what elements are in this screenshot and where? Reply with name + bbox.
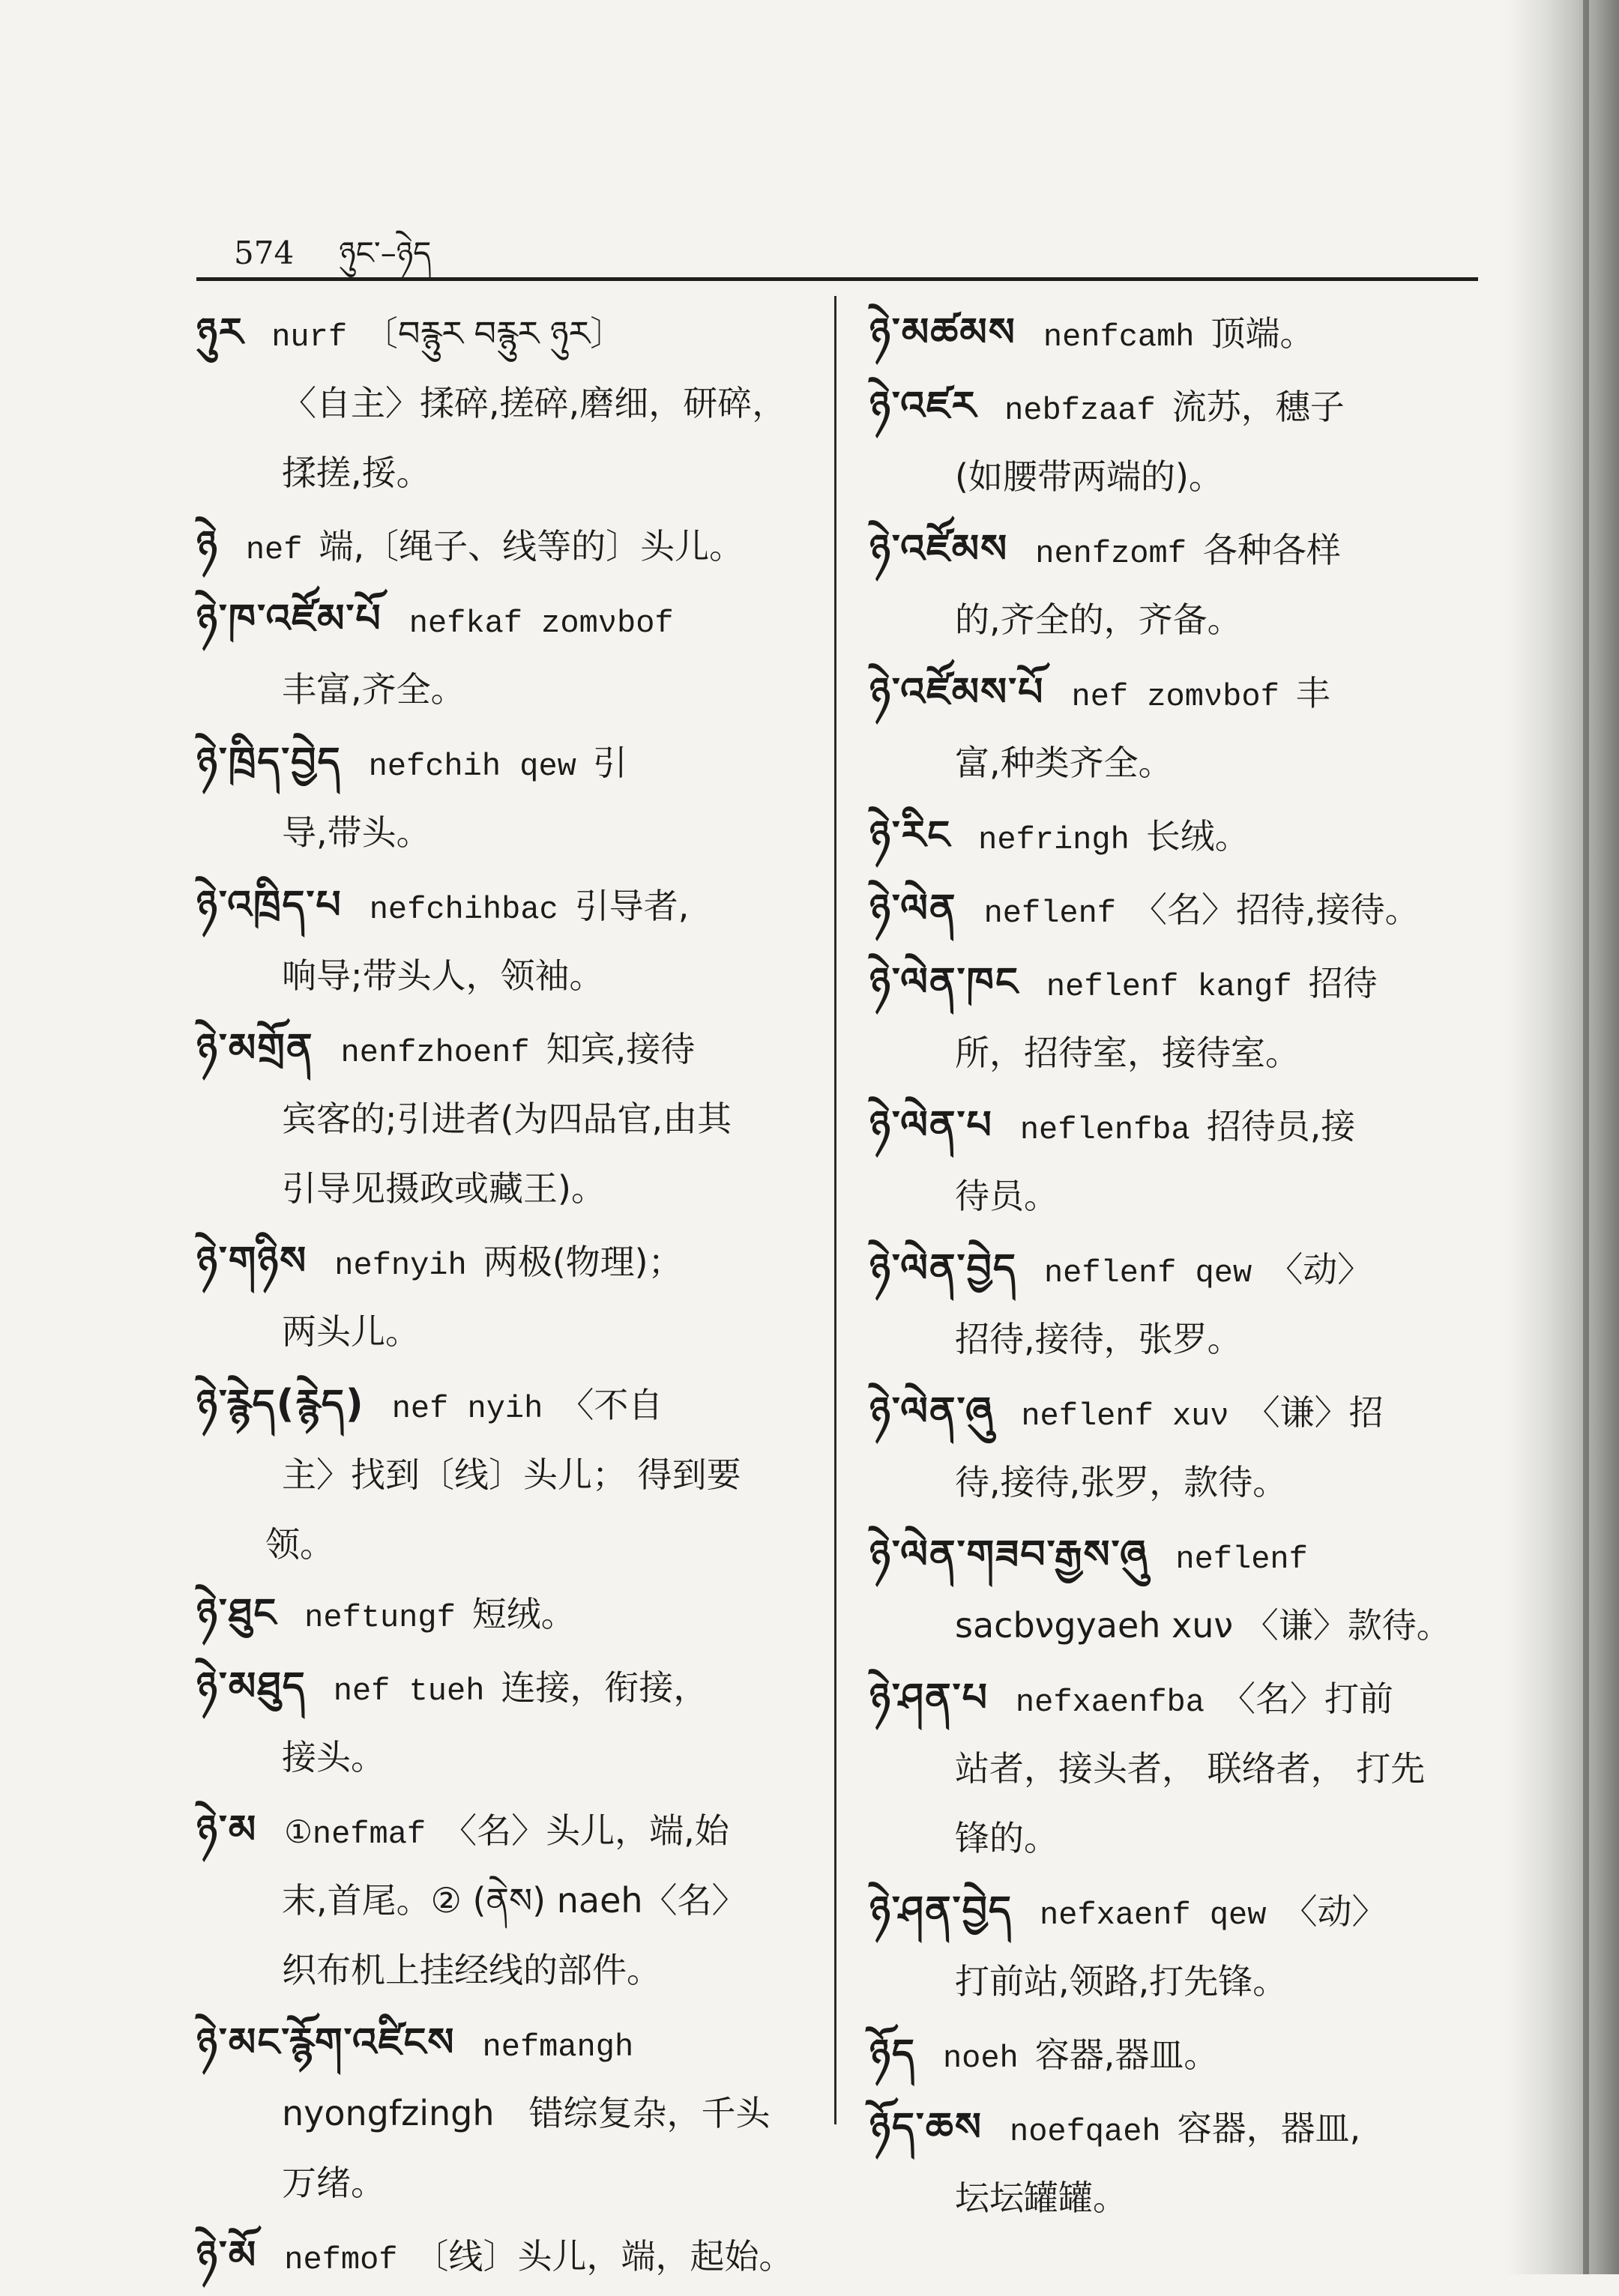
entry-line <box>869 1948 1477 2018</box>
dictionary-entry <box>869 1379 1477 1519</box>
headword-tibetan: ཉོད <box>869 2031 916 2076</box>
romanization: neflenf kangf <box>1046 969 1292 1005</box>
definition: 〈名〉招待,接待。 <box>1133 889 1420 930</box>
dictionary-entry <box>196 1580 804 1651</box>
definition: (如腰带两端的)。 <box>955 456 1223 497</box>
entry-line <box>196 1155 804 1225</box>
headword-tibetan: ཉེ་འཛོམས <box>869 527 1009 572</box>
entry-line <box>869 1522 1477 1592</box>
romanization: nefmangh <box>482 2029 634 2065</box>
definition: 〈名〉打前 <box>1220 1679 1393 1719</box>
headword-tibetan: ཉེ་ཁྲིད་བྱེད <box>196 740 342 785</box>
definition: 知宾,接待 <box>546 1029 696 1069</box>
definition: 〈谦〉招 <box>1245 1392 1384 1433</box>
entry-line <box>196 1580 804 1651</box>
entry-line <box>869 1592 1477 1662</box>
entry-line <box>869 1735 1477 1805</box>
dictionary-entry <box>869 1093 1477 1233</box>
headword-tibetan: ཉེ་འཛར <box>869 384 978 429</box>
romanization: nef tueh <box>333 1673 485 1709</box>
entry-line <box>869 444 1477 513</box>
definition: 待,接待,张罗，款待。 <box>955 1462 1288 1502</box>
entry-line <box>869 1306 1477 1376</box>
right-column <box>869 300 1477 2238</box>
definition: 丰富,齐全。 <box>282 669 465 710</box>
definition: 锋的。 <box>955 1818 1058 1858</box>
definition: 引导见摄政或藏王)。 <box>282 1168 606 1209</box>
entry-line <box>869 300 1477 370</box>
romanization: ①nefmaf <box>284 1816 426 1852</box>
left-column <box>196 300 804 2296</box>
definition: 坛坛罐罐。 <box>955 2178 1127 2218</box>
definition: 长绒。 <box>1145 816 1249 857</box>
definition: 两极(物理)； <box>483 1242 683 1282</box>
definition: 待员。 <box>955 1176 1058 1216</box>
dictionary-entry <box>196 2010 804 2220</box>
dictionary-entry <box>196 586 804 726</box>
definition: 丰 <box>1295 673 1330 713</box>
entry-line <box>196 943 804 1012</box>
definition: 〈名〉头儿，端,始 <box>442 1810 729 1851</box>
romanization: nenfcamh <box>1043 319 1195 355</box>
dictionary-entry <box>869 803 1477 873</box>
entry-line <box>196 1937 804 2007</box>
header-rule <box>196 277 1478 281</box>
definition: 顶端。 <box>1211 313 1315 354</box>
entry-line <box>196 1299 804 1368</box>
entry-line <box>869 1805 1477 1875</box>
headword-tibetan: ཉུར <box>196 310 245 355</box>
definition: 两头儿。 <box>282 1311 420 1352</box>
definition: 主〉找到〔线〕头儿； 得到要领。 <box>265 1454 741 1565</box>
headword-tibetan: ཉེ་མང་རྙོག་འཛིངས <box>196 2020 456 2065</box>
dictionary-entry <box>869 659 1477 800</box>
definition: 响导;带头人，领袖。 <box>282 955 604 996</box>
entry-line <box>196 800 804 869</box>
dictionary-entry <box>196 513 804 583</box>
romanization: nefxaenf qew <box>1040 1897 1267 1933</box>
definition: 末,首尾。② (ནེས) naeh〈名〉 <box>282 1880 747 1921</box>
entry-line <box>196 1724 804 1794</box>
entry-line <box>869 1665 1477 1735</box>
definition: sacbνgyaeh xuν 〈谦〉款待。 <box>955 1605 1451 1646</box>
romanization: neflenf <box>983 895 1117 931</box>
definition: 富,种类齐全。 <box>955 743 1173 783</box>
romanization: nef zomνbof <box>1071 679 1279 715</box>
definition: 各种各样 <box>1202 530 1341 570</box>
dictionary-entry <box>196 2223 804 2293</box>
definition: 的,齐全的，齐备。 <box>955 599 1242 640</box>
romanization: nefmof <box>284 2242 398 2278</box>
romanization: nef nyih <box>391 1391 543 1427</box>
definition: nyongfzingh 错综复杂，千头 <box>282 2093 771 2133</box>
romanization: nefchihbac <box>369 892 558 928</box>
romanization: neflenf <box>1175 1541 1308 1577</box>
entry-line <box>196 1086 804 1155</box>
definition: 容器,器皿。 <box>1034 2034 1219 2075</box>
dictionary-entry <box>196 872 804 1012</box>
column-divider <box>834 296 836 2124</box>
headword-tibetan: ཉེ་ལེན་པ <box>869 1103 993 1148</box>
headword-tibetan: ཉེ་རྙེད(རྙེད) <box>196 1382 365 1427</box>
entry-line <box>869 2094 1477 2165</box>
definition: 招待,接待，张罗。 <box>955 1319 1242 1359</box>
entry-line <box>196 729 804 800</box>
entry-line <box>196 370 804 440</box>
romanization: neflenf xuν <box>1021 1398 1229 1434</box>
entry-line <box>869 1379 1477 1449</box>
entry-line <box>196 656 804 726</box>
entry-line <box>196 440 804 510</box>
page-binding-shadow <box>1507 0 1619 2274</box>
headword-tibetan: ཉེ་རིང <box>869 813 952 858</box>
headword-tibetan: ཉེ་མཐུད <box>196 1664 307 1709</box>
headword-tibetan: ཉེ་ཤན་པ <box>869 1676 989 1721</box>
headword-tibetan: ཉེ་མཚམས <box>869 310 1016 355</box>
headword-tibetan: ཉེ་ལེན་བྱེད <box>869 1246 1017 1291</box>
romanization: nefringh <box>978 822 1130 858</box>
definition: 〈自主〉揉碎,搓碎,磨细，研碎， <box>282 383 787 423</box>
entry-line <box>196 1797 804 1867</box>
definition: 容器，器皿, <box>1177 2108 1361 2148</box>
entry-line <box>196 1867 804 1937</box>
entry-line <box>196 300 804 370</box>
entry-line <box>869 373 1477 444</box>
entry-line <box>196 2010 804 2080</box>
dictionary-entry <box>869 1665 1477 1875</box>
dictionary-entry <box>869 1522 1477 1662</box>
dictionary-entry <box>196 1228 804 1368</box>
romanization: nefnyih <box>334 1248 467 1284</box>
dictionary-entry <box>869 1236 1477 1376</box>
romanization: neflenf qew <box>1043 1255 1252 1291</box>
entry-line <box>196 2223 804 2293</box>
romanization: nurf <box>271 319 348 355</box>
entry-line <box>869 2165 1477 2235</box>
entry-line <box>196 1015 804 1086</box>
page-header <box>234 217 431 306</box>
definition: 〈不自 <box>559 1385 663 1425</box>
headword-tibetan: ཉེ་ལེན་ཞུ <box>869 1389 995 1434</box>
definition: 〈动〉 <box>1268 1249 1372 1290</box>
romanization: noefqaeh <box>1009 2114 1161 2150</box>
definition: 万绪。 <box>282 2163 385 2203</box>
romanization: nebfzaaf <box>1004 393 1156 429</box>
romanization: nefchih qew <box>368 749 576 785</box>
definition: 端,〔绳子、线等的〕头儿。 <box>319 526 744 567</box>
guide-words: ཉུང་–ཉེད <box>339 235 432 271</box>
definition: 接头。 <box>282 1737 385 1777</box>
entry-line <box>196 2150 804 2220</box>
headword-tibetan: ཉེ་འཁྲིད་པ <box>196 883 343 928</box>
dictionary-entry <box>869 1878 1477 2018</box>
definition: 招待员,接 <box>1206 1106 1356 1147</box>
entry-line <box>869 1020 1477 1090</box>
definition: 连接，衔接， <box>501 1667 708 1708</box>
definition: 揉搓,挼。 <box>282 453 431 493</box>
headword-tibetan: ཉེ་འཛོམས་པོ <box>869 670 1045 715</box>
headword-tibetan: ཉེ་ལེན་གཟབ་རྒྱས་ཞུ <box>869 1532 1149 1577</box>
dictionary-entry <box>196 300 804 510</box>
dictionary-entry <box>869 300 1477 370</box>
definition: 流苏，穗子 <box>1172 387 1345 427</box>
dictionary-entry <box>869 949 1477 1090</box>
entry-line <box>869 1878 1477 1948</box>
entry-line <box>869 516 1477 587</box>
entry-line <box>196 1228 804 1299</box>
entry-line <box>869 1093 1477 1163</box>
entry-line <box>196 513 804 583</box>
definition: 所，招待室，接待室。 <box>955 1033 1300 1073</box>
entry-line <box>196 1442 804 1577</box>
romanization: nenfzhoenf <box>340 1035 530 1071</box>
entry-line <box>869 876 1477 946</box>
headword-tibetan: ཉེ་ལེན་ཁང <box>869 960 1019 1005</box>
entry-line <box>196 872 804 943</box>
headword-tibetan: ཉེ་ཤན་བྱེད <box>869 1888 1013 1933</box>
entry-line <box>869 659 1477 730</box>
definition: 织布机上挂经线的部件。 <box>282 1950 661 1990</box>
definition: 〈动〉 <box>1282 1891 1387 1932</box>
definition: 引导者, <box>574 886 690 926</box>
romanization: noeh <box>942 2040 1019 2076</box>
entry-line <box>196 1371 804 1442</box>
entry-line <box>869 803 1477 873</box>
definition: 招待 <box>1308 963 1378 1003</box>
entry-line <box>869 2021 1477 2091</box>
definition: 短绒。 <box>471 1594 576 1634</box>
definition: 宾客的;引进者(为四品官,由其 <box>282 1099 732 1139</box>
dictionary-entry <box>869 2021 1477 2091</box>
definition: 〔བརྙུར བརྙུར ཉུར〕 <box>364 313 625 354</box>
headword-tibetan: ཉེ་མ <box>196 1807 258 1852</box>
entry-line <box>869 587 1477 656</box>
dictionary-entry <box>196 1797 804 2007</box>
headword-tibetan: ཉེ་ཁ་འཛོམ་པོ <box>196 596 382 641</box>
page-number: 574 <box>234 235 295 271</box>
headword-tibetan: ཉེ་མགྲོན <box>196 1026 314 1071</box>
definition: 站者，接头者， 联络者， 打先 <box>955 1748 1426 1789</box>
definition: 引 <box>592 743 627 783</box>
romanization: nefxaenfba <box>1015 1685 1205 1721</box>
headword-tibetan: ཉེ་གཉིས <box>196 1239 308 1284</box>
dictionary-entry <box>196 1371 804 1577</box>
headword-tibetan: ཉེ་ཐུང <box>196 1591 278 1636</box>
entry-line <box>196 2080 804 2150</box>
definition: 打前站,领路,打先锋。 <box>955 1961 1288 2002</box>
romanization: neftungf <box>304 1600 456 1636</box>
entry-line <box>196 1654 804 1724</box>
dictionary-entry <box>869 373 1477 513</box>
headword-tibetan: ཉོད་ཆས <box>869 2105 983 2150</box>
romanization: neflenfba <box>1019 1112 1190 1148</box>
dictionary-entry <box>869 2094 1477 2235</box>
headword-tibetan: ཉེ <box>196 523 219 568</box>
entry-line <box>869 1163 1477 1233</box>
romanization: nefkaf zomνbof <box>408 605 674 641</box>
dictionary-entry <box>869 516 1477 656</box>
entry-line <box>869 949 1477 1020</box>
romanization: nenfzomf <box>1035 536 1187 572</box>
headword-tibetan: ཉེ་ལེན <box>869 886 957 931</box>
entry-line <box>196 586 804 656</box>
dictionary-entry <box>196 729 804 869</box>
dictionary-entry <box>196 1654 804 1794</box>
dictionary-entry <box>196 1015 804 1225</box>
entry-line <box>869 1236 1477 1306</box>
definition: 导,带头。 <box>282 812 431 853</box>
dictionary-entry <box>869 876 1477 946</box>
definition: 〔线〕头儿，端，起始。 <box>414 2236 794 2277</box>
entry-line <box>869 730 1477 800</box>
headword-tibetan: ཉེ་མོ <box>196 2233 258 2278</box>
entry-line <box>869 1449 1477 1519</box>
romanization: nef <box>245 532 303 568</box>
